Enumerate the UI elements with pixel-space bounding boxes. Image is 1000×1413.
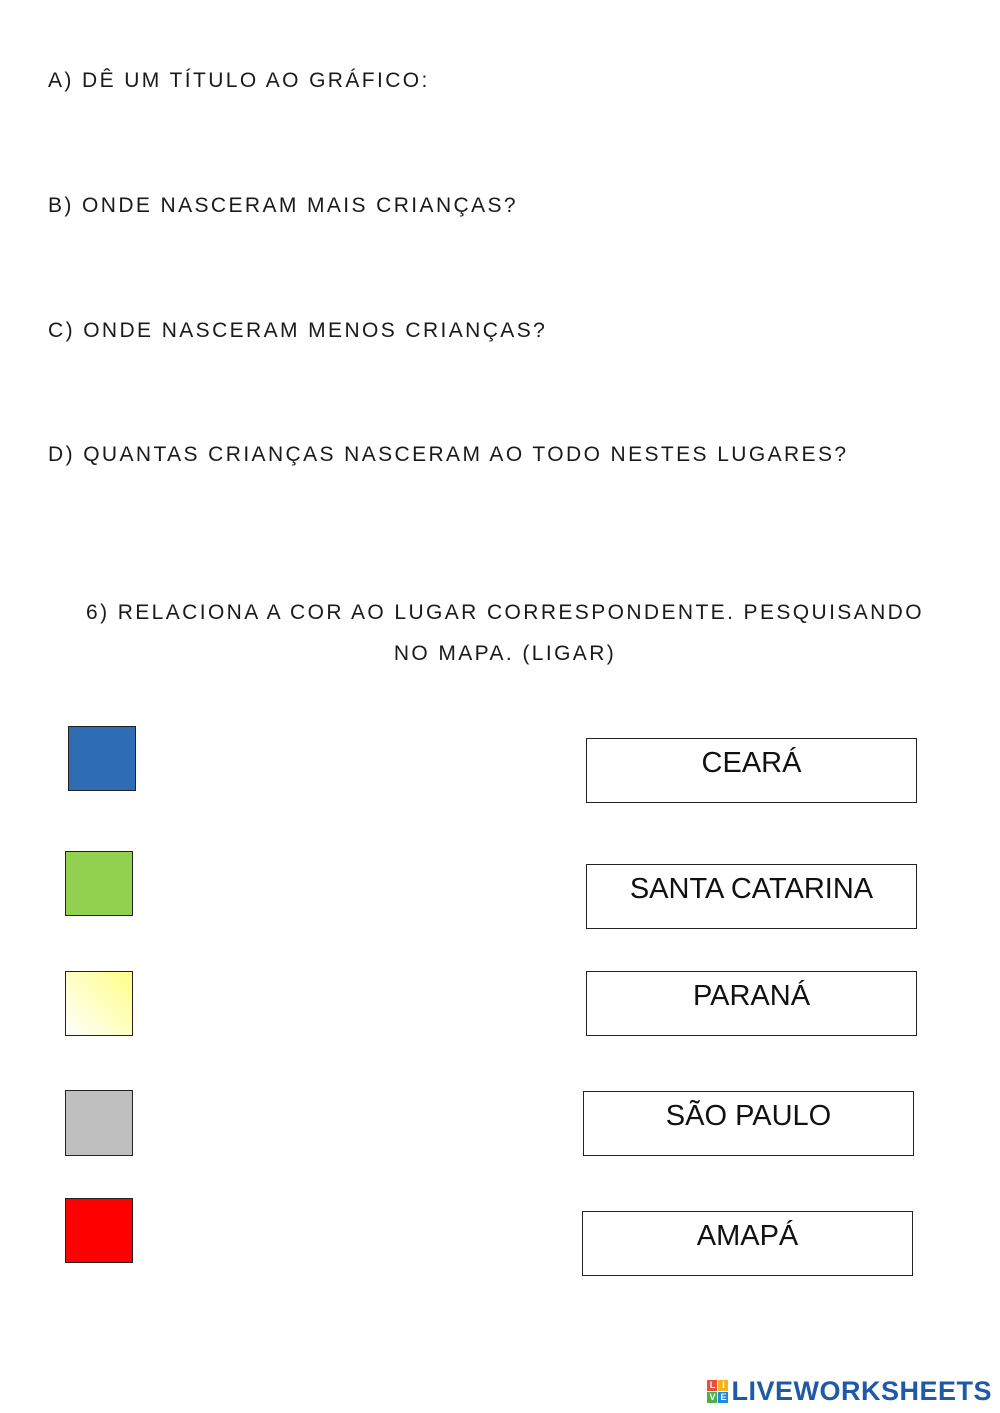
swatch-green[interactable] <box>65 851 133 916</box>
instruction <box>40 592 970 674</box>
liveworksheets-logo-icon <box>707 1380 728 1403</box>
place-label: PARANÁ <box>692 980 811 1012</box>
place-box-parana[interactable] <box>586 971 917 1036</box>
swatch-gray[interactable] <box>65 1090 133 1156</box>
instruction-line-1: 6) RELACIONA A COR AO LUGAR CORRESPONDENTE. PESQUISANDO <box>85 601 924 624</box>
swatch-red[interactable] <box>65 1198 133 1263</box>
question-c: C) ONDE NASCERAM MENOS CRIANÇAS? <box>48 319 548 342</box>
place-label: AMAPÁ <box>696 1220 799 1252</box>
place-box-amapa[interactable] <box>582 1211 913 1276</box>
place-box-sao-paulo[interactable] <box>583 1091 914 1156</box>
instruction-line-2: NO MAPA. (LIGAR) <box>393 642 617 665</box>
place-label: SANTA CATARINA <box>629 873 874 905</box>
place-label: SÃO PAULO <box>665 1100 832 1132</box>
brand-watermark <box>707 1378 992 1405</box>
logo-letter: L <box>707 1380 717 1391</box>
question-d: D) QUANTAS CRIANÇAS NASCERAM AO TODO NESTES LUGARES? <box>48 443 849 466</box>
logo-letter: V <box>709 1392 716 1402</box>
logo-letter: E <box>720 1392 727 1402</box>
brand-text: LIVEWORKSHEETS <box>731 1376 992 1406</box>
question-b: B) ONDE NASCERAM MAIS CRIANÇAS? <box>48 194 518 217</box>
place-label: CEARÁ <box>701 747 802 779</box>
swatch-blue[interactable] <box>68 726 136 791</box>
logo-letter: I <box>718 1380 728 1391</box>
question-a: A) DÊ UM TÍTULO AO GRÁFICO: <box>48 69 430 92</box>
swatch-light-yellow[interactable] <box>65 971 133 1036</box>
place-box-ceara[interactable] <box>586 738 917 803</box>
place-box-santa-catarina[interactable] <box>586 864 917 929</box>
